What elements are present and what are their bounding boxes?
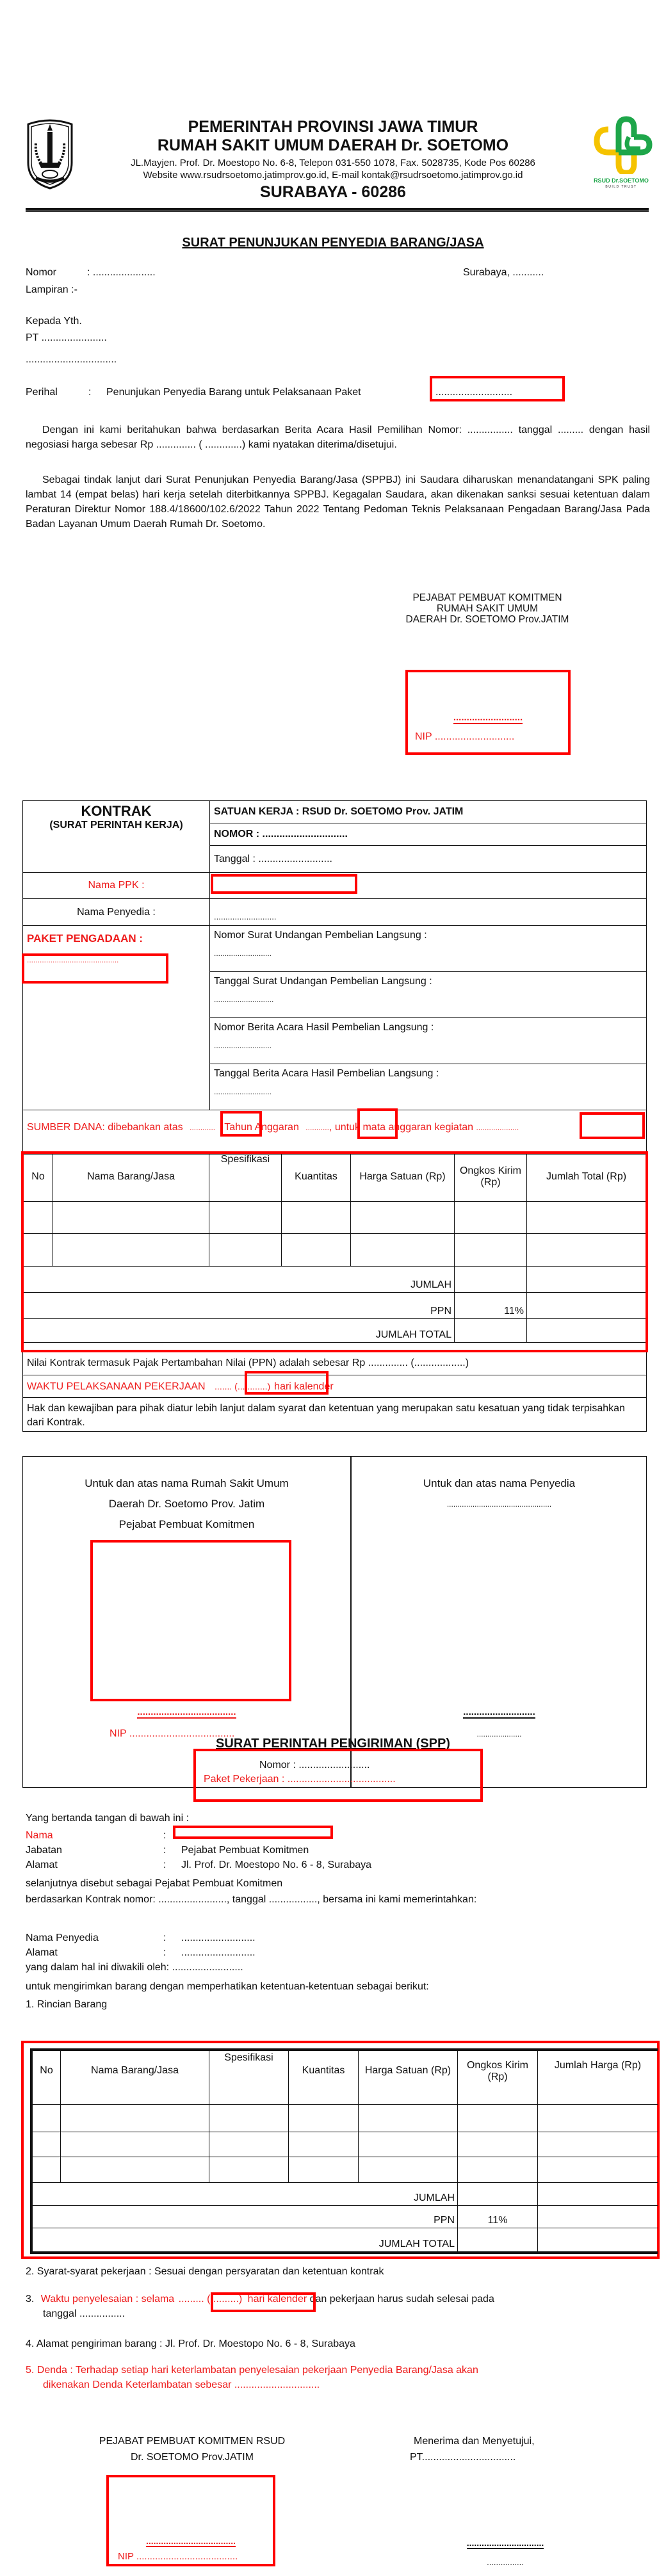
spp-alamat2-colon: : [163,1947,166,1958]
table-row [33,2105,658,2132]
kontrak-items-highlight [21,1151,648,1352]
sumber-dana-highlight-1 [220,1111,262,1137]
col-header: Harga Satuan (Rp) [351,1153,455,1202]
spp-alamat-value: Jl. Prof. Dr. Moestopo No. 6 - 8, Surabaya [181,1859,372,1870]
kontrak-subtitle: (SURAT PERINTAH KERJA) [49,820,183,830]
sumber-dana-text-2: Tahun Anggaran [224,1122,299,1133]
sumber-dana-text-1: SUMBER DANA: dibebankan atas [27,1122,183,1133]
sppbj-sign-line3: DAERAH Dr. SOETOMO Prov.JATIM [405,614,569,625]
perihal-label: Perihal [26,387,58,398]
cell[interactable] [209,2105,289,2132]
cell[interactable] [289,2132,359,2157]
spp-nama-label: Nama [26,1830,53,1841]
perihal-colon: : [88,387,92,398]
ref-label: Tanggal Berita Acara Hasil Pembelian Langsung : [214,1068,439,1079]
col-header: Harga Satuan (Rp) [359,2051,458,2105]
sumber-dana-text-3: , untuk mata anggaran kegiatan [329,1122,474,1133]
col-header: Ongkos Kirim (Rp) [455,1153,527,1202]
spp-item-3-box[interactable]: ......... (..........) [178,2294,243,2305]
spp-item-3-num: 3. [26,2294,35,2305]
kontrak-sign-left-3: Pejabat Pembuat Komitmen [118,1518,255,1530]
waktu-unit: hari kalender [274,1381,334,1392]
cell[interactable] [359,2157,458,2183]
ref-label: Tanggal Surat Undangan Pembelian Langsung : [214,976,432,987]
spp-paket[interactable]: Paket Pekerjaan : ...................................... [204,1774,396,1785]
waktu-highlight [245,1371,329,1395]
kontrak-sign-left [23,1473,350,1535]
col-header: No [33,2051,61,2105]
sppbj-signatory-title [382,592,593,625]
col-header: Jumlah Harga (Rp) [538,2051,658,2105]
spp-sign-left-nip: NIP ...................................... [118,2551,238,2562]
spp-sign-left-name-text: .................................... [145,2536,236,2546]
kepada-pt: PT ....................... [26,332,107,343]
sppbj-sign-name-text: .......................... [453,712,523,723]
spp-jabatan-value: Pejabat Pembuat Komitmen [181,1845,309,1856]
spp-sign-right [410,2433,602,2465]
spp-jumlah-ongkos[interactable] [458,2183,538,2206]
spp-selanjutnya: selanjutnya disebut sebagai Pejabat Pembuat Komitmen [26,1878,283,1889]
spp-sign-right-2[interactable]: PT................................. [410,2452,516,2463]
spp-jumlah-total-label: JUMLAH TOTAL [33,2228,458,2252]
kontrak-sign-left-1: Untuk dan atas nama Rumah Sakit Umum [85,1477,289,1489]
spp-nama-colon: : [163,1830,166,1841]
spp-berdasarkan: berdasarkan Kontrak nomor: ........................, tanggal ................., bersama ini kami memerintahkan: [26,1894,477,1905]
cell[interactable] [61,2157,209,2183]
ref-row-1 [210,926,647,972]
spp-item-1: 1. Rincian Barang [26,1999,108,2010]
paket-pengadaan-label: PAKET PENGADAAN : [27,932,143,944]
spp-sign-right-sub: ................ [487,2557,524,2567]
spp-ppn-label: PPN [33,2206,458,2228]
kontrak-sign-left-nip: NIP ..................................... [110,1728,235,1739]
nomor-label: Nomor [26,267,57,278]
hak-kewajiban: Hak dan kewajiban para pihak diatur lebih lanjut dalam syarat dan ketentuan yang merupakan satu kesatuan yang tidak terpisahkan dari Kontrak. [23,1398,646,1432]
col-header: Kuantitas [289,2051,359,2105]
ref-label: Nomor Berita Acara Hasil Pembelian Langsung : [214,1022,434,1033]
kontrak-sign-left-2: Daerah Dr. Soetomo Prov. Jatim [108,1498,265,1510]
col-header: No [24,1153,53,1202]
spp-jumlah-label: JUMLAH [33,2183,458,2206]
waktu-label: WAKTU PELAKSANAAN PEKERJAAN [27,1381,206,1392]
spp-alamat2-label: Alamat [26,1947,58,1958]
lampiran: Lampiran :- [26,284,77,295]
nama-ppk-value[interactable]: ................................. [210,873,647,899]
nama-ppk-label: Nama PPK : [23,873,210,899]
nama-penyedia-value[interactable]: ........................... [210,899,647,926]
nama-penyedia-label: Nama Penyedia : [23,899,210,926]
ppn-rate: 11% [455,1293,527,1319]
spp-jabatan-colon: : [163,1845,166,1856]
satuan-kerja: SATUAN KERJA : RSUD Dr. SOETOMO Prov. JATIM [210,801,647,823]
rsud-logo [589,115,653,192]
kop-divider-thick [26,208,649,211]
kontrak-sign-left-highlight [90,1540,291,1701]
cell[interactable] [33,2132,61,2157]
ref-row-3 [210,1018,647,1064]
ref-value[interactable]: ........................... [214,949,272,958]
sumber-dana-field-3[interactable]: .................... [476,1123,519,1132]
spp-sign-left-2: Dr. SOETOMO Prov.JATIM [130,2452,254,2463]
col-header: Nama Barang/Jasa [53,1153,209,1202]
spp-ppn-cell[interactable] [538,2206,658,2228]
kop-website: Website www.rsudrsoetomo.jatimprov.go.id, E-mail kontak@rsudrsoetomo.jatimprov.go.id [143,170,523,181]
cell[interactable] [538,2157,658,2183]
kop-city: SURABAYA - 60286 [260,183,406,201]
perihal-paket-highlight [430,376,565,401]
col-header: Spesifikasi [209,1153,282,1202]
paket-pengadaan-value[interactable]: ........................................... [27,955,119,964]
ref-row-4 [210,1064,647,1110]
spp-item-5-line2: dikenakan Denda Keterlambatan sebesar .............................. [43,2379,320,2390]
kontrak-sign-right-sub: ..................... [476,1729,522,1738]
sumber-dana-highlight-3 [580,1112,645,1139]
spp-jumlah-cell[interactable] [538,2183,658,2206]
city-date: Surabaya, ........... [463,267,544,278]
spp-penyedia-label: Nama Penyedia [26,1932,99,1943]
spp-nomor[interactable]: Nomor : ......................... [259,1760,370,1770]
spp-title: SURAT PERINTAH PENGIRIMAN (SPP) [216,1737,450,1751]
cell[interactable] [209,2132,289,2157]
nomor-value: : ...................... [87,267,156,278]
ppn-label: PPN [24,1293,455,1319]
cell[interactable] [359,2132,458,2157]
col-header: Ongkos Kirim (Rp) [458,2051,538,2105]
waktu-value[interactable]: ....... (............) [215,1381,271,1391]
sppbj-sign-line1: PEJABAT PEMBUAT KOMITMEN [412,592,562,603]
cell[interactable] [458,2132,538,2157]
spp-nama-field[interactable] [173,1826,333,1839]
perihal-paket-field[interactable]: ........................... [435,387,513,398]
spp-item-2: 2. Syarat-syarat pekerjaan : Sesuai dengan persyaratan dan ketentuan kontrak [26,2266,384,2277]
spp-diwakili: yang dalam hal ini diwakili oleh: ......................... [26,1962,243,1973]
kontrak-bottom-rows [22,1352,647,1432]
spp-alamat2-value[interactable]: .......................... [181,1947,256,1958]
spp-sign-right-name-text: ............................... [466,2538,544,2548]
sppbj-sign-line2: RUMAH SAKIT UMUM [436,603,539,614]
cell[interactable] [458,2157,538,2183]
kop-address: JL.Mayjen. Prof. Dr. Moestopo No. 6-8, Telepon 031-550 1078, Fax. 5028735, Kode Pos 60286 [131,158,535,168]
col-header: Nama Barang/Jasa [61,2051,209,2105]
ref-row-2 [210,972,647,1018]
cell[interactable] [458,2105,538,2132]
ref-label: Nomor Surat Undangan Pembelian Langsung : [214,930,427,941]
kontrak-sign-right-name-text: ........................... [463,1706,535,1717]
kop-line2: RUMAH SAKIT UMUM DAERAH Dr. SOETOMO [157,136,509,154]
table-row [33,2132,658,2157]
sumber-dana-row [23,1110,647,1155]
kontrak-sign-right-dots[interactable]: ................................................. [446,1500,552,1509]
spp-items-table-wrap [30,2048,658,2254]
kop-divider-thin [26,211,649,212]
sumber-dana-field-2[interactable]: ........... [305,1123,329,1132]
spp-items-table [32,2050,658,2252]
kontrak-sign-right [351,1473,647,1514]
ref-value[interactable]: ............................ [214,995,274,1004]
rsud-logo-tagline: BUILD TRUST [605,185,637,189]
ref-value[interactable]: ........................... [214,1087,272,1096]
spp-item-3-red1: Waktu penyelesaian : selama [40,2294,175,2305]
sppbj-sign-nip: NIP ............................ [415,731,515,742]
cell[interactable] [33,2105,61,2132]
kontrak-tanggal[interactable]: Tanggal : .......................... [210,846,647,873]
spp-sign-right-name [439,2538,571,2549]
kontrak-sign-right-1: Untuk dan atas nama Penyedia [423,1477,576,1489]
kontrak-nomor[interactable]: NOMOR : .............................. [210,823,647,846]
spp-untuk: untuk mengirimkan barang dengan memperhatikan ketentuan-ketentuan sebagai berikut: [26,1981,429,1992]
jumlah-label: JUMLAH [24,1267,455,1293]
spp-alamat-label: Alamat [26,1859,58,1870]
spp-sign-left-1: PEJABAT PEMBUAT KOMITMEN RSUD [99,2436,286,2447]
sppbj-paragraph-2: Sebagai tindak lanjut dari Surat Penunjukan Penyedia Barang/Jasa (SPPBJ) ini Saudara diharuskan menandatangani SPK paling lambat 14 (empat belas) hari kerja setelah diterbitkannya SPPBJ. Kegagalan Saudara, akan dikenakan sanksi sesuai ketentuan dalam Peraturan Direktur Nomor 188.4/18600/102.6/2022 Tahun 2022 Tentang Pedoman Teknis Pelaksanaan Pengadaan Barang/Jasa Pada Badan Layanan Umum Daerah Rumah Dr. Soetomo. [26,474,650,530]
kepada-address: ................................ [26,354,117,365]
cell[interactable] [289,2105,359,2132]
spp-jumlah-total-ongkos[interactable] [458,2228,538,2252]
cell[interactable] [538,2105,658,2132]
sumber-dana-field-1[interactable]: ............ [190,1123,216,1132]
spp-sign-right-1: Menerima dan Menyetujui, [414,2436,535,2447]
paket-pengadaan-highlight [22,953,168,984]
spp-item-5-line1: 5. Denda : Terhadap setiap hari keterlambatan penyelesaian pekerjaan Penyedia Barang/Jasa akan [26,2365,478,2376]
spp-intro: Yang bertanda tangan di bawah ini : [26,1813,190,1824]
cell[interactable] [61,2105,209,2132]
spp-item-3-rest: dan pekerjaan harus sudah selesai pada [309,2294,494,2305]
ref-value[interactable]: ........................... [214,1041,272,1050]
cell[interactable] [359,2105,458,2132]
spp-item-3-red2: hari kalender [247,2294,307,2305]
col-header: Jumlah Total (Rp) [527,1153,646,1202]
spp-sign-left-name [106,2536,275,2547]
spp-ppn-rate: 11% [458,2206,538,2228]
table-row [33,2157,658,2183]
spp-item-3-line2: tanggal ................ [43,2308,126,2319]
cell[interactable] [209,2157,289,2183]
spp-jabatan-label: Jabatan [26,1845,62,1856]
kop-line1: PEMERINTAH PROVINSI JAWA TIMUR [188,118,478,136]
spp-item-4: 4. Alamat pengiriman barang : Jl. Prof. Dr. Moestopo No. 6 - 8, Surabaya [26,2338,355,2349]
rsud-logo-name: RSUD Dr.SOETOMO [594,177,649,184]
sumber-dana-highlight-2 [357,1108,398,1139]
kontrak-sign-left-name [23,1706,350,1719]
sppbj-sign-name [405,712,571,724]
kontrak-sign-right-name [351,1706,647,1719]
sppbj-title: SURAT PENUNJUKAN PENYEDIA BARANG/JASA [182,236,484,250]
spp-penyedia-colon: : [163,1932,166,1943]
cell[interactable] [33,2157,61,2183]
cell[interactable] [289,2157,359,2183]
cell[interactable] [61,2132,209,2157]
kontrak-sign-left-name-text: ..................................... [137,1706,236,1717]
kontrak-title: KONTRAK [81,803,152,819]
jumlah-total-label: JUMLAH TOTAL [24,1319,455,1343]
nama-ppk-highlight [211,874,357,894]
spp-sign-left [58,2433,327,2465]
spp-jumlah-total-cell[interactable] [538,2228,658,2252]
spp-alamat-colon: : [163,1859,166,1870]
nilai-kontrak: Nilai Kontrak termasuk Pajak Pertambahan Nilai (PPN) adalah sebesar Rp .............. (..................) [23,1352,646,1375]
kepada: Kepada Yth. [26,316,82,327]
col-header: Spesifikasi [209,2051,289,2105]
waktu-row [23,1375,646,1398]
spp-penyedia-value[interactable]: .......................... [181,1932,256,1943]
cell[interactable] [538,2132,658,2157]
col-header: Kuantitas [282,1153,351,1202]
sppbj-paragraph-1: Dengan ini kami beritahukan bahwa berdasarkan Berita Acara Hasil Pemilihan Nomor: ................ tanggal ......... dengan hasil negosiasi harga sebesar Rp .............. ( .............) kami nyatakan diterima/disetujui. [26,425,650,450]
perihal-text: Penunjukan Penyedia Barang untuk Pelaksanaan Paket [106,387,361,398]
spp-item-3-highlight [211,2292,316,2312]
